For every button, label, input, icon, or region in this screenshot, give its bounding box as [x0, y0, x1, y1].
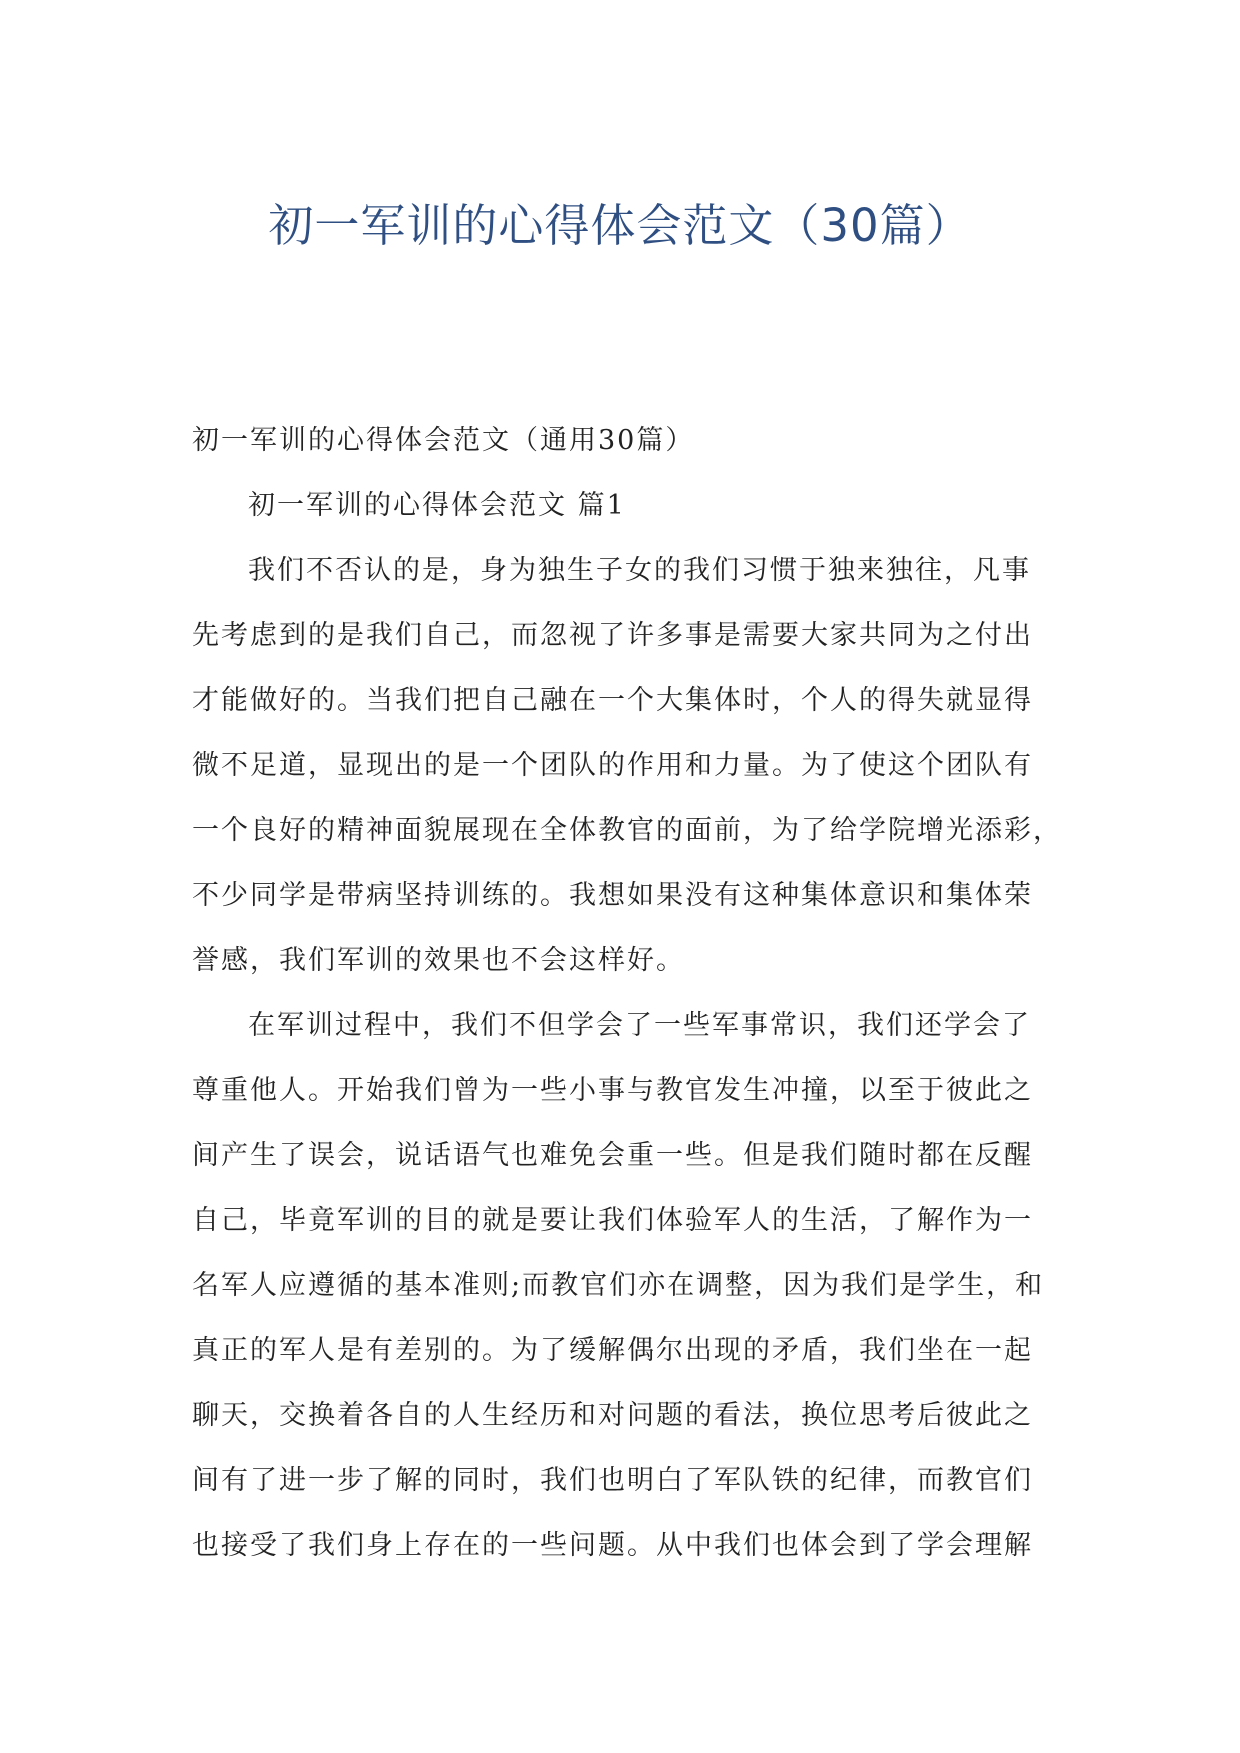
paragraph-line: 间有了进一步了解的同时，我们也明白了军队铁的纪律，而教官们 [192, 1465, 1033, 1496]
paragraph-line: 先考虑到的是我们自己，而忽视了许多事是需要大家共同为之付出 [192, 620, 1033, 651]
paragraph-line: 微不足道，显现出的是一个团队的作用和力量。为了使这个团队有 [192, 750, 1033, 781]
paragraph-line: 誉感，我们军训的效果也不会这样好。 [192, 945, 685, 976]
section-heading: 初一军训的心得体会范文 篇1 [248, 490, 626, 521]
document-title: 初一军训的心得体会范文（30篇） [268, 199, 972, 252]
paragraph-line: 我们不否认的是，身为独生子女的我们习惯于独来独往，凡事 [248, 555, 1031, 586]
document-body [192, 408, 1072, 1578]
paragraph-line: 间产生了误会，说话语气也难免会重一些。但是我们随时都在反醒 [192, 1140, 1033, 1171]
paragraph-line: 在军训过程中，我们不但学会了一些军事常识，我们还学会了 [248, 1010, 1031, 1041]
paragraph-line: 尊重他人。开始我们曾为一些小事与教官发生冲撞，以至于彼此之 [192, 1075, 1033, 1106]
paragraph-line: 一个良好的精神面貌展现在全体教官的面前，为了给学院增光添彩， [192, 815, 1062, 846]
paragraph-line: 真正的军人是有差别的。为了缓解偶尔出现的矛盾，我们坐在一起 [192, 1335, 1033, 1366]
paragraph-line: 才能做好的。当我们把自己融在一个大集体时，个人的得失就显得 [192, 685, 1033, 716]
paragraph-line: 自己，毕竟军训的目的就是要让我们体验军人的生活，了解作为一 [192, 1205, 1033, 1236]
paragraph-line: 名军人应遵循的基本准则;而教官们亦在调整，因为我们是学生，和 [192, 1270, 1045, 1301]
paragraph-line: 也接受了我们身上存在的一些问题。从中我们也体会到了学会理解 [192, 1530, 1033, 1561]
paragraph-line: 聊天，交换着各自的人生经历和对问题的看法，换位思考后彼此之 [192, 1400, 1033, 1431]
paragraph-line: 不少同学是带病坚持训练的。我想如果没有这种集体意识和集体荣 [192, 880, 1033, 911]
subtitle-line: 初一军训的心得体会范文（通用30篇） [192, 425, 695, 456]
